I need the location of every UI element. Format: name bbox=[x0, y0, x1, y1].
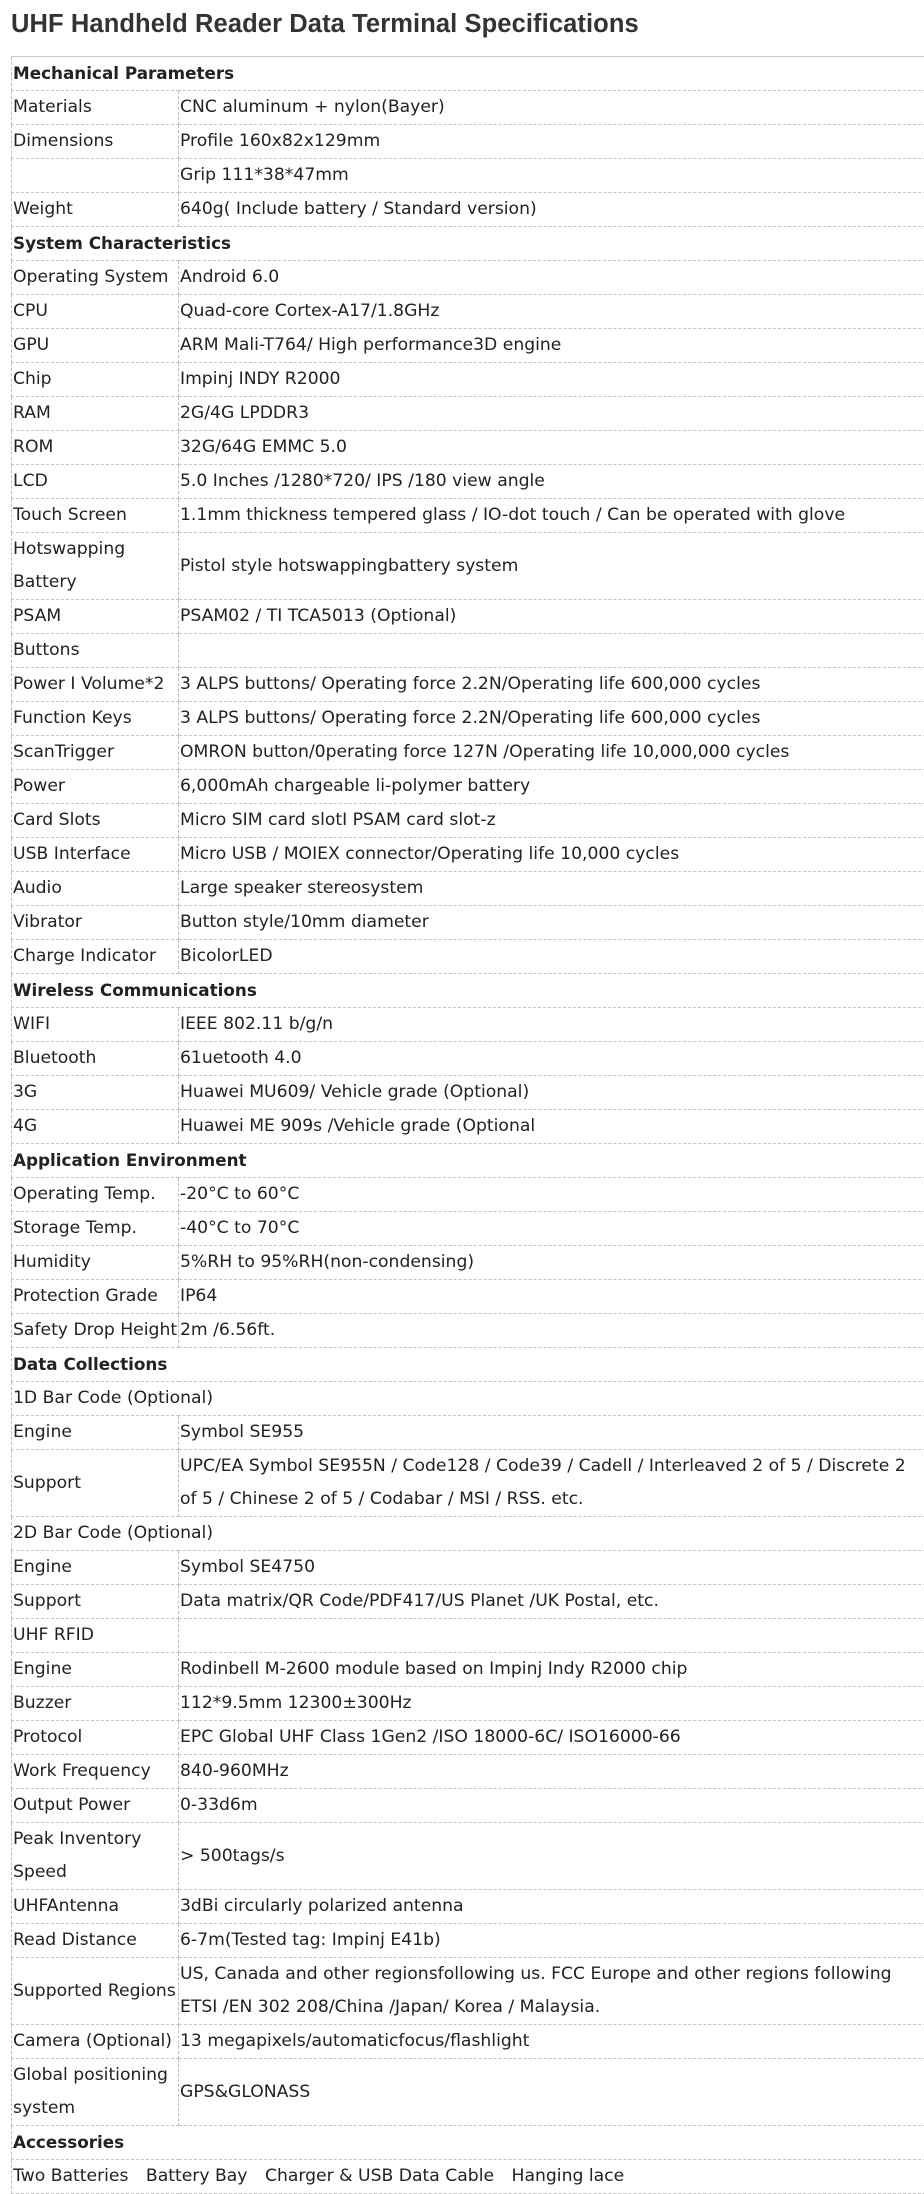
table-row bbox=[12, 1246, 924, 1280]
spec-label bbox=[12, 533, 179, 600]
spec-value: Huawei ME 909s /Vehicle grade (Optional bbox=[179, 1110, 924, 1144]
spec-value: 840-960MHz bbox=[179, 1755, 924, 1789]
spec-value: PSAM02 / TI TCA5013 (Optional) bbox=[179, 600, 924, 634]
table-row bbox=[12, 125, 924, 159]
section-row bbox=[12, 57, 924, 91]
table-row bbox=[12, 1178, 924, 1212]
spec-label: Power I Volume*2 bbox=[12, 668, 179, 702]
spec-value: 5%RH to 95%RH(non-condensing) bbox=[179, 1246, 924, 1280]
spec-label: RAM bbox=[12, 397, 179, 431]
spec-value: CNC aluminum + nylon(Bayer) bbox=[179, 91, 924, 125]
section-row bbox=[12, 227, 924, 261]
spec-value: IP64 bbox=[179, 1280, 924, 1314]
spec-label: Support bbox=[12, 1450, 179, 1517]
spec-value: 2G/4G LPDDR3 bbox=[179, 397, 924, 431]
table-row bbox=[12, 1076, 924, 1110]
table-row bbox=[12, 499, 924, 533]
spec-label-line: Peak Inventory bbox=[13, 1823, 178, 1856]
table-row bbox=[12, 1924, 924, 1958]
accessory-item: Two Batteries bbox=[13, 2166, 128, 2186]
spec-table bbox=[11, 56, 924, 2194]
spec-label: USB Interface bbox=[12, 838, 179, 872]
section-header-data: Data Collections bbox=[12, 1348, 924, 1382]
spec-value: Profile 160x82x129mm bbox=[179, 125, 924, 159]
table-row bbox=[12, 159, 924, 193]
spec-label: WIFI bbox=[12, 1008, 179, 1042]
table-row bbox=[12, 770, 924, 804]
table-row bbox=[12, 1890, 924, 1924]
table-row bbox=[12, 634, 924, 668]
table-row bbox=[12, 465, 924, 499]
spec-label: CPU bbox=[12, 295, 179, 329]
spec-label: Humidity bbox=[12, 1246, 179, 1280]
table-row bbox=[12, 91, 924, 125]
spec-label-line: Battery bbox=[13, 566, 178, 599]
table-row bbox=[12, 1823, 924, 1890]
spec-value: 3 ALPS buttons/ Operating force 2.2N/Operating life 600,000 cycles bbox=[179, 668, 924, 702]
spec-value: 6,000mAh chargeable li-polymer battery bbox=[179, 770, 924, 804]
table-row bbox=[12, 1314, 924, 1348]
table-row bbox=[12, 1958, 924, 2025]
spec-value: Large speaker stereosystem bbox=[179, 872, 924, 906]
spec-value: 2m /6.56ft. bbox=[179, 1314, 924, 1348]
table-row bbox=[12, 940, 924, 974]
spec-value: Symbol SE4750 bbox=[179, 1551, 924, 1585]
section-row bbox=[12, 974, 924, 1008]
spec-value: US, Canada and other regionsfollowing us. FCC Europe and other regions following ETSI /EN 302 208/China /Japan/ Korea / Malaysia. bbox=[179, 1958, 924, 2025]
spec-label: Protection Grade bbox=[12, 1280, 179, 1314]
spec-value: 3 ALPS buttons/ Operating force 2.2N/Operating life 600,000 cycles bbox=[179, 702, 924, 736]
table-row bbox=[12, 1551, 924, 1585]
spec-label: 3G bbox=[12, 1076, 179, 1110]
table-row bbox=[12, 736, 924, 770]
accessory-item: Battery Bay bbox=[146, 2166, 248, 2186]
spec-value: Micro SIM card slotI PSAM card slot-z bbox=[179, 804, 924, 838]
spec-value: UPC/EA Symbol SE955N / Code128 / Code39 / Cadell / Interleaved 2 of 5 / Discrete 2 of 5 / Chinese 2 of 5 / Codabar / MSI / RSS. etc. bbox=[179, 1450, 924, 1517]
spec-label: Engine bbox=[12, 1416, 179, 1450]
table-row bbox=[12, 1008, 924, 1042]
spec-label: Buttons bbox=[12, 634, 179, 668]
spec-value: Button style/10mm diameter bbox=[179, 906, 924, 940]
section-row bbox=[12, 2126, 924, 2160]
table-row bbox=[12, 1450, 924, 1517]
spec-value bbox=[179, 1619, 924, 1653]
table-row bbox=[12, 600, 924, 634]
section-row bbox=[12, 1144, 924, 1178]
table-row bbox=[12, 363, 924, 397]
spec-label: LCD bbox=[12, 465, 179, 499]
table-row bbox=[12, 906, 924, 940]
table-row bbox=[12, 1789, 924, 1823]
table-row bbox=[12, 1585, 924, 1619]
section-row bbox=[12, 1348, 924, 1382]
spec-label: Support bbox=[12, 1585, 179, 1619]
spec-label-line: Global positioning bbox=[13, 2059, 178, 2092]
subsection-label: 2D Bar Code (Optional) bbox=[12, 1517, 924, 1551]
spec-label: Supported Regions bbox=[12, 1958, 179, 2025]
table-row bbox=[12, 668, 924, 702]
table-row bbox=[12, 1212, 924, 1246]
table-row bbox=[12, 533, 924, 600]
spec-label-line: system bbox=[13, 2092, 178, 2125]
spec-label: Engine bbox=[12, 1653, 179, 1687]
section-header-accessories: Accessories bbox=[12, 2126, 924, 2160]
spec-value: Micro USB / MOIEX connector/Operating life 10,000 cycles bbox=[179, 838, 924, 872]
spec-label: Safety Drop Height bbox=[12, 1314, 179, 1348]
spec-value: GPS&GLONASS bbox=[179, 2059, 924, 2126]
table-row bbox=[12, 1042, 924, 1076]
spec-label: Chip bbox=[12, 363, 179, 397]
table-row bbox=[12, 1755, 924, 1789]
spec-label: Materials bbox=[12, 91, 179, 125]
spec-value: 32G/64G EMMC 5.0 bbox=[179, 431, 924, 465]
spec-label bbox=[12, 1823, 179, 1890]
spec-value bbox=[179, 634, 924, 668]
table-row bbox=[12, 431, 924, 465]
spec-value: 13 megapixels/automaticfocus/flashlight bbox=[179, 2025, 924, 2059]
table-row bbox=[12, 1721, 924, 1755]
spec-label: Engine bbox=[12, 1551, 179, 1585]
spec-label: Buzzer bbox=[12, 1687, 179, 1721]
spec-label: Output Power bbox=[12, 1789, 179, 1823]
spec-label-line: Hotswapping bbox=[13, 533, 178, 566]
spec-label: Work Frequency bbox=[12, 1755, 179, 1789]
spec-value: -40°C to 70°C bbox=[179, 1212, 924, 1246]
spec-value: 0-33d6m bbox=[179, 1789, 924, 1823]
spec-label: ScanTrigger bbox=[12, 736, 179, 770]
spec-value: Impinj INDY R2000 bbox=[179, 363, 924, 397]
spec-value: 5.0 Inches /1280*720/ IPS /180 view angle bbox=[179, 465, 924, 499]
spec-value: Huawei MU609/ Vehicle grade (Optional) bbox=[179, 1076, 924, 1110]
spec-label: Protocol bbox=[12, 1721, 179, 1755]
spec-value: IEEE 802.11 b/g/n bbox=[179, 1008, 924, 1042]
table-row bbox=[12, 193, 924, 227]
spec-value: ARM Mali-T764/ High performance3D engine bbox=[179, 329, 924, 363]
section-header-system: System Characteristics bbox=[12, 227, 924, 261]
table-row bbox=[12, 1416, 924, 1450]
table-row bbox=[12, 2025, 924, 2059]
spec-value: 61uetooth 4.0 bbox=[179, 1042, 924, 1076]
spec-label: Function Keys bbox=[12, 702, 179, 736]
table-row bbox=[12, 397, 924, 431]
table-row bbox=[12, 838, 924, 872]
spec-value: -20°C to 60°C bbox=[179, 1178, 924, 1212]
spec-label: Storage Temp. bbox=[12, 1212, 179, 1246]
section-header-wireless: Wireless Communications bbox=[12, 974, 924, 1008]
spec-value: Grip 111*38*47mm bbox=[179, 159, 924, 193]
spec-label: Read Distance bbox=[12, 1924, 179, 1958]
spec-value: 3dBi circularly polarized antenna bbox=[179, 1890, 924, 1924]
spec-label: PSAM bbox=[12, 600, 179, 634]
accessory-item: Charger & USB Data Cable bbox=[265, 2166, 494, 2186]
section-header-environment: Application Environment bbox=[12, 1144, 924, 1178]
spec-label: 4G bbox=[12, 1110, 179, 1144]
table-row bbox=[12, 872, 924, 906]
spec-label: Bluetooth bbox=[12, 1042, 179, 1076]
section-header-mechanical: Mechanical Parameters bbox=[12, 57, 924, 91]
spec-label: Dimensions bbox=[12, 125, 179, 159]
spec-value: OMRON button/0perating force 127N /Operating life 10,000,000 cycles bbox=[179, 736, 924, 770]
spec-label: Weight bbox=[12, 193, 179, 227]
spec-label bbox=[12, 2059, 179, 2126]
spec-value: BicolorLED bbox=[179, 940, 924, 974]
spec-value: 6-7m(Tested tag: Impinj E41b) bbox=[179, 1924, 924, 1958]
spec-label: Charge Indicator bbox=[12, 940, 179, 974]
spec-value: 640g( Include battery / Standard version) bbox=[179, 193, 924, 227]
table-row bbox=[12, 1110, 924, 1144]
table-row bbox=[12, 702, 924, 736]
spec-label: UHF RFID bbox=[12, 1619, 179, 1653]
page-title: UHF Handheld Reader Data Terminal Specifications bbox=[11, 6, 924, 42]
table-row bbox=[12, 2059, 924, 2126]
spec-value: Data matrix/QR Code/PDF417/US Planet /UK Postal, etc. bbox=[179, 1585, 924, 1619]
spec-value: 1.1mm thickness tempered glass / IO-dot touch / Can be operated with glove bbox=[179, 499, 924, 533]
table-row bbox=[12, 261, 924, 295]
spec-value: Pistol style hotswappingbattery system bbox=[179, 533, 924, 600]
subsection-label: 1D Bar Code (Optional) bbox=[12, 1382, 924, 1416]
spec-value: 112*9.5mm 12300±300Hz bbox=[179, 1687, 924, 1721]
table-row bbox=[12, 1382, 924, 1416]
table-row bbox=[12, 1653, 924, 1687]
spec-value: EPC Global UHF Class 1Gen2 /ISO 18000-6C/ ISO16000-66 bbox=[179, 1721, 924, 1755]
spec-label-line: Speed bbox=[13, 1856, 178, 1889]
table-row bbox=[12, 295, 924, 329]
spec-label: UHFAntenna bbox=[12, 1890, 179, 1924]
spec-value: Symbol SE955 bbox=[179, 1416, 924, 1450]
spec-value: Android 6.0 bbox=[179, 261, 924, 295]
spec-label: Operating System bbox=[12, 261, 179, 295]
spec-label: Card Slots bbox=[12, 804, 179, 838]
spec-label: Audio bbox=[12, 872, 179, 906]
spec-label: GPU bbox=[12, 329, 179, 363]
spec-label: Vibrator bbox=[12, 906, 179, 940]
spec-label: Operating Temp. bbox=[12, 1178, 179, 1212]
table-row bbox=[12, 2160, 924, 2194]
spec-label: Touch Screen bbox=[12, 499, 179, 533]
table-row bbox=[12, 804, 924, 838]
spec-label-empty bbox=[12, 159, 179, 193]
spec-value: Rodinbell M-2600 module based on Impinj Indy R2000 chip bbox=[179, 1653, 924, 1687]
table-row bbox=[12, 1619, 924, 1653]
spec-label: ROM bbox=[12, 431, 179, 465]
accessories-list bbox=[12, 2160, 924, 2194]
accessory-item: Hanging lace bbox=[512, 2166, 625, 2186]
spec-label: Camera (Optional) bbox=[12, 2025, 179, 2059]
table-row bbox=[12, 1517, 924, 1551]
spec-value: > 500tags/s bbox=[179, 1823, 924, 1890]
spec-value: Quad-core Cortex-A17/1.8GHz bbox=[179, 295, 924, 329]
table-row bbox=[12, 329, 924, 363]
table-row bbox=[12, 1687, 924, 1721]
spec-label: Power bbox=[12, 770, 179, 804]
table-row bbox=[12, 1280, 924, 1314]
